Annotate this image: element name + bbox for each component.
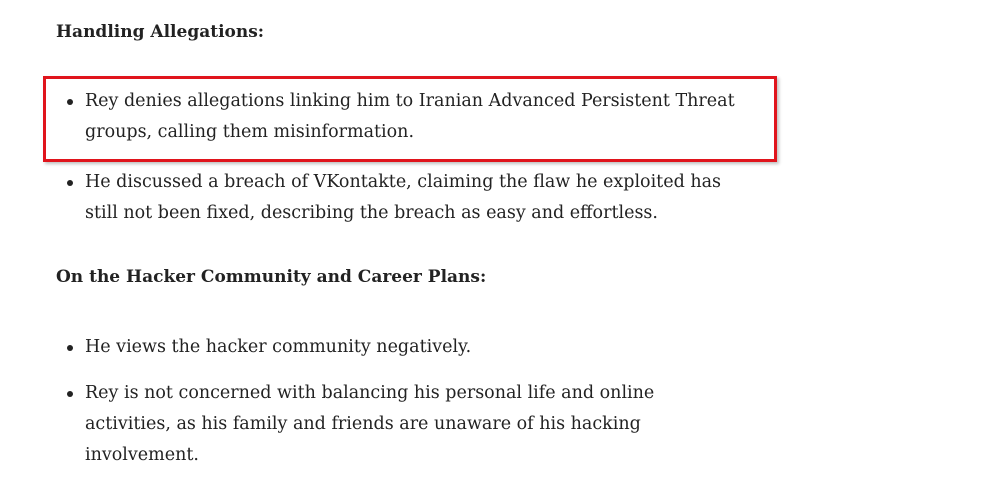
section-heading-handling-allegations: Handling Allegations:: [56, 22, 265, 42]
list-item: Rey is not concerned with balancing his personal life and online activities, as his family and friends are unaware of his hacking involvement.: [85, 378, 675, 471]
section-heading-hacker-community: On the Hacker Community and Career Plans:: [56, 267, 487, 287]
list-item: He views the hacker community negatively.: [85, 332, 725, 363]
list-item: Rey denies allegations linking him to Iranian Advanced Persistent Threat groups, calling them misinformation.: [85, 86, 745, 148]
list-item: He discussed a breach of VKontakte, claiming the flaw he exploited has still not been fixed, describing the breach as easy and effortless.: [85, 167, 725, 229]
